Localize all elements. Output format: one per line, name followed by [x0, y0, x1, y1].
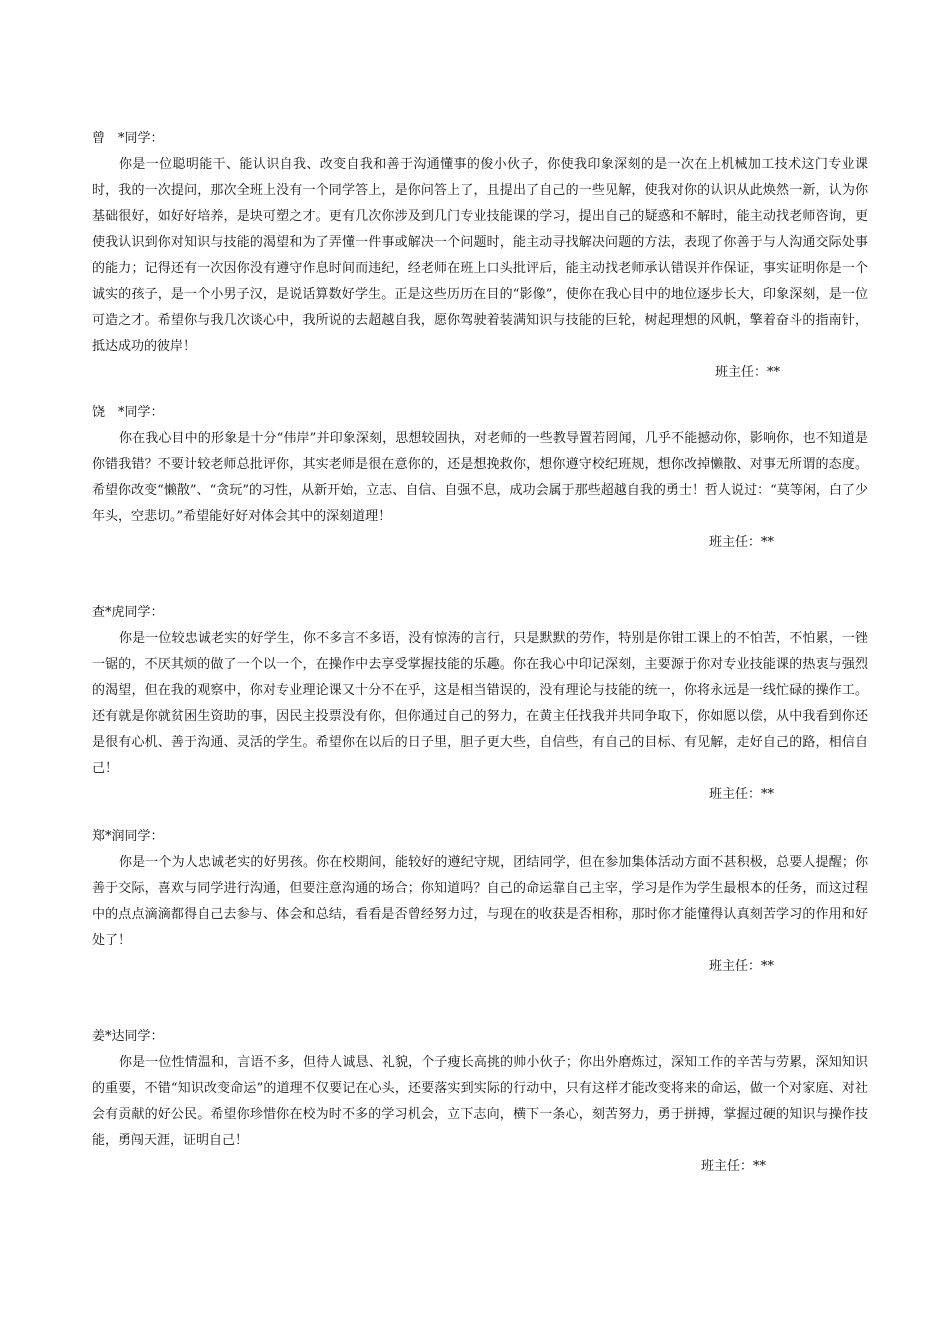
student-salutation: 查*虎同学： [92, 605, 164, 620]
teacher-signature: 班主任：** [700, 1159, 766, 1174]
comment-body: 你是一位聪明能干、能认识自我、改变自我和善于沟通懂事的俊小伙子，你使我印象深刻的是一次在上机械加工技术这门专业课时，我的一次提问，那次全班上没有一个同学答上，是你问答上了，且提出了自己的一些见解，使我对你的认识从此焕然一新，认为你基础很好，如好好培养，是块可塑之才。更有几次你涉及到几门专业技能课的学习，提出自己的疑惑和不解时，能主动找老师咨询，更使我认识到你对知识与技能的渴望和为了弄懂一件事或解决一个问题时，能主动寻找解决问题的方法，表现了你善于与人沟通交际处事的能力；记得还有一次因你没有遵守作息时间而违纪，经老师在班上口头批评后，能主动找老师承认错误并作保证，事实证明你是一个诚实的孩子，是一个小男子汉，是说话算数好学生。正是这些历历在目的“影像”，使你在我心目中的地位逐步长大，印象深刻，是一位可造之才。希望你与我几次谈心中，我所说的去超越自我，愿你驾驶着装满知识与技能的巨轮，树起理想的风帆，擎着奋斗的指南针，抵达成功的彼岸！ [92, 157, 868, 354]
teacher-signature: 班主任：** [708, 787, 774, 802]
comment-body: 你是一个为人忠诚老实的好男孩。你在校期间，能较好的遵纪守规，团结同学，但在参加集体活动方面不甚积极，总要人提醒；你善于交际，喜欢与同学进行沟通，但要注意沟通的场合；你知道吗？自己的命运靠自己主宰，学习是作为学生最根本的任务，而这过程中的点点滴滴都得自己去参与、体会和总结，看看是否曾经努力过，与现在的收获是否相称，那时你才能懂得认真刻苦学习的作用和好处了！ [92, 855, 868, 948]
comment-block [92, 1024, 868, 1180]
comment-block [92, 400, 868, 556]
student-salutation: 曾 *同学： [92, 131, 164, 146]
comment-block [92, 824, 868, 980]
comment-body: 你是一位较忠诚老实的好学生，你不多言不多语，没有惊涛的言行，只是默默的劳作，特别是你钳工课上的不怕苦，不怕累，一锉一锯的，不厌其烦的做了一个以一个，在操作中去享受掌握技能的乐趣。你在我心中印记深刻，主要源于你对专业技能课的热衷与强烈的渴望，但在我的观察中，你对专业理论课又十分不在乎，这是相当错误的，没有理论与技能的统一，你将永远是一线忙碌的操作工。还有就是你就贫困生资助的事，因民主投票没有你，但你通过自己的努力，在黄主任找我并共同争取下，你如愿以偿，从中我看到你还是很有心机、善于沟通、灵活的学生。希望你在以后的日子里，胆子更大些，自信些，有自己的目标、有见解，走好自己的路，相信自己！ [92, 631, 868, 776]
student-salutation: 姜*达同学： [92, 1029, 164, 1044]
teacher-signature: 班主任：** [708, 535, 774, 550]
teacher-signature: 班主任：** [714, 365, 780, 380]
student-salutation: 饶 *同学： [92, 405, 164, 420]
comment-block [92, 600, 868, 808]
comment-block [92, 126, 868, 386]
teacher-signature: 班主任：** [708, 959, 774, 974]
comment-body: 你在我心目中的形象是十分“伟岸”并印象深刻，思想较固执，对老师的一些教导置若罔闻，几乎不能撼动你，影响你，也不知道是你错我错？不要计较老师总批评你，其实老师是很在意你的，还是想挽救你，想你遵守校纪班规，想你改掉懒散、对事无所谓的态度。希望你改变“懒散”、“贪玩”的习性，从新开始，立志、自信、自强不息，成功会属于那些超越自我的勇士！哲人说过：“莫等闲，白了少年头，空悲切。”希望能好好对体会其中的深刻道理！ [92, 431, 868, 524]
comment-body: 你是一位性情温和，言语不多，但待人诚恳、礼貌，个子瘦长高挑的帅小伙子；你出外磨炼过，深知工作的辛苦与劳累，深知知识的重要，不错“知识改变命运”的道理不仅要记在心头，还要落实到实际的行动中，只有这样才能改变将来的命运，做一个对家庭、对社会有贡献的好公民。希望你珍惜你在校为时不多的学习机会，立下志向，横下一条心，刻苦努力，勇于拼搏，掌握过硬的知识与操作技能，勇闯天涯，证明自己！ [92, 1055, 868, 1148]
student-salutation: 郑*润同学： [92, 829, 164, 844]
